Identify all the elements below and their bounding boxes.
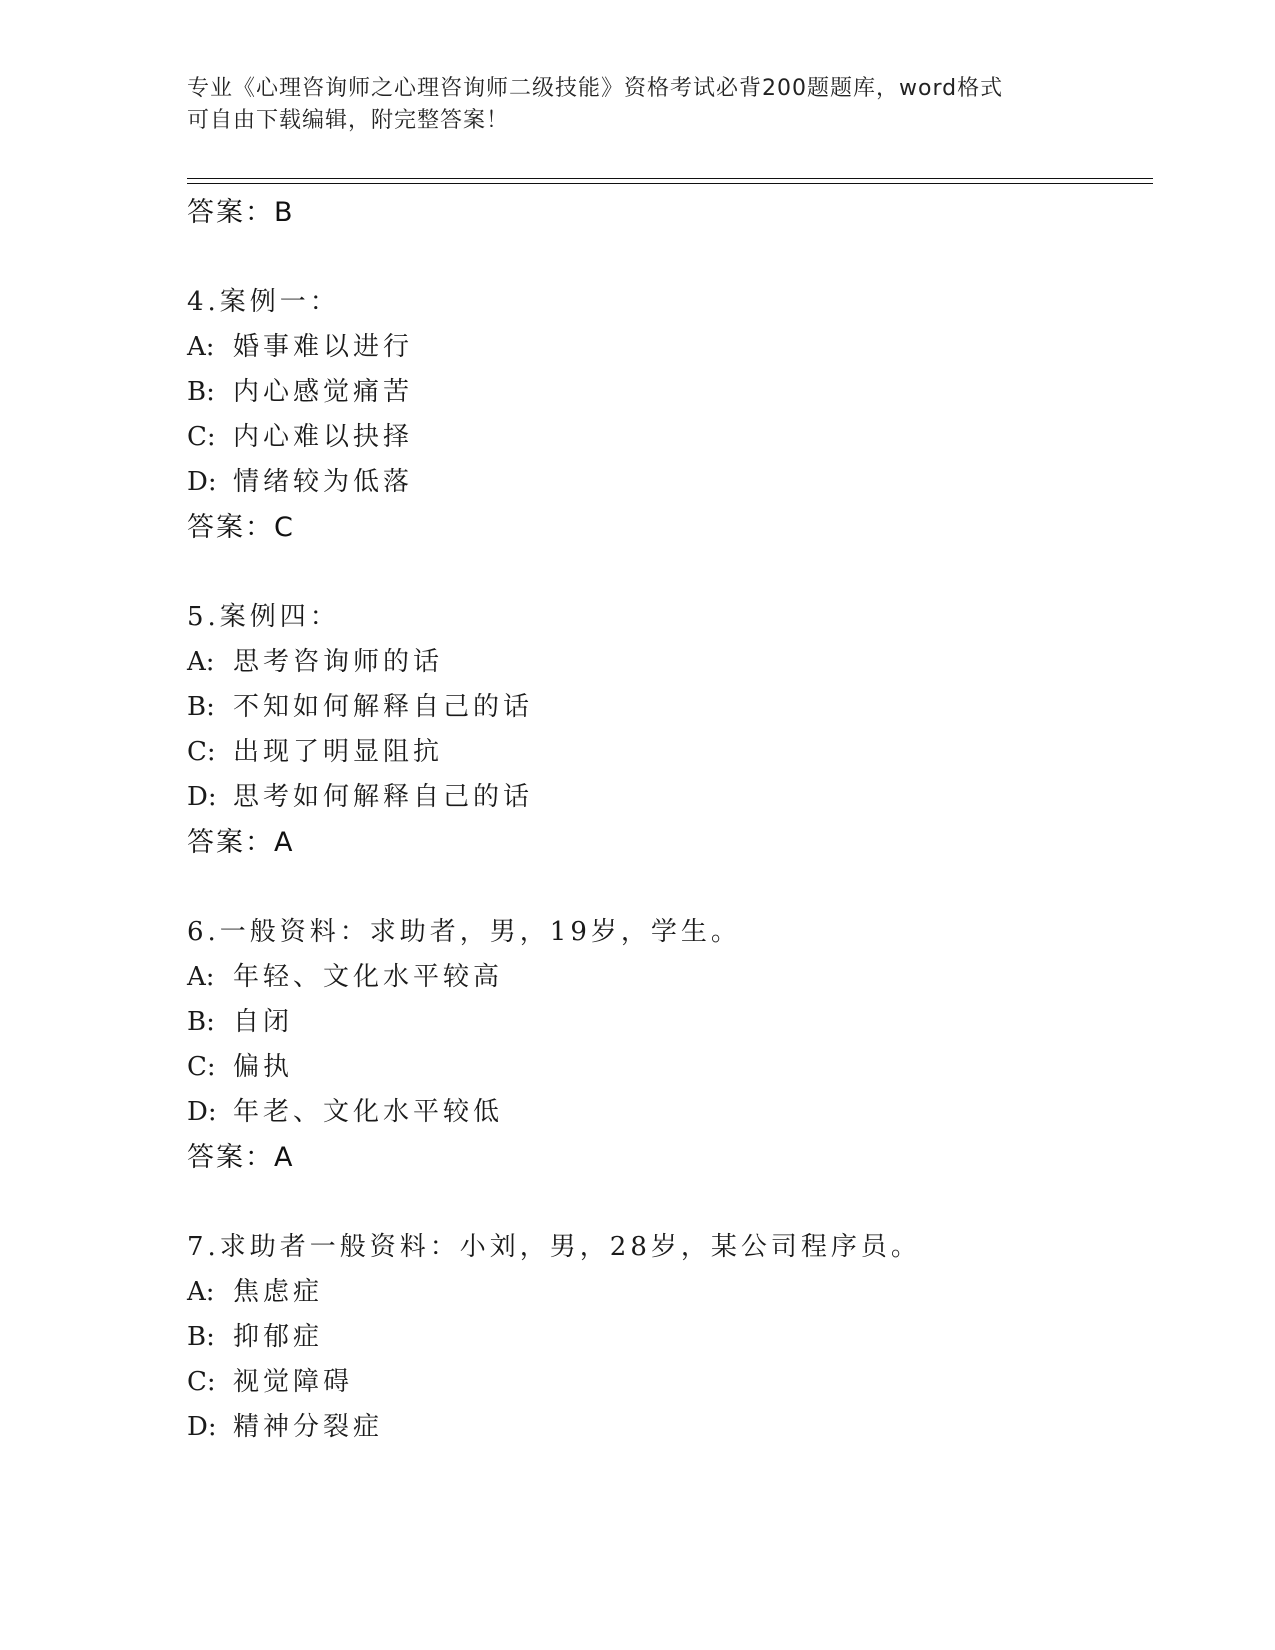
question-stem: 5.案例四： — [187, 602, 340, 632]
option-letter: A: — [187, 1277, 215, 1307]
document-header — [187, 73, 1077, 137]
header-divider-bottom — [187, 183, 1153, 184]
option-d — [187, 460, 1147, 505]
option-c — [187, 415, 1147, 460]
header-title-line-1: 专业《心理咨询师之心理咨询师二级技能》资格考试必背200题题库，word格式 — [187, 76, 1004, 101]
option-text: 不知如何解释自己的话 — [233, 692, 534, 722]
option-text: 自闭 — [233, 1007, 294, 1037]
question-stem: 7.求助者一般资料：小刘，男，28岁，某公司程序员。 — [187, 1232, 921, 1262]
question-6 — [187, 910, 1147, 1180]
option-text: 年老、文化水平较低 — [233, 1097, 504, 1127]
option-letter: B: — [187, 1007, 215, 1037]
option-d — [187, 775, 1147, 820]
option-text: 年轻、文化水平较高 — [233, 962, 504, 992]
option-letter: C: — [187, 1367, 216, 1397]
header-title-line-2: 可自由下载编辑，附完整答案！ — [187, 108, 510, 133]
question-stem: 4.案例一： — [187, 287, 340, 317]
option-b — [187, 1315, 1147, 1360]
option-letter: D: — [187, 1412, 217, 1442]
question-4 — [187, 280, 1147, 550]
option-b — [187, 685, 1147, 730]
option-letter: C: — [187, 422, 216, 452]
header-divider-top — [187, 178, 1153, 179]
option-letter: B: — [187, 692, 215, 722]
option-d — [187, 1090, 1147, 1135]
option-text: 婚事难以进行 — [233, 332, 414, 362]
option-b — [187, 370, 1147, 415]
option-a — [187, 1270, 1147, 1315]
option-letter: D: — [187, 1097, 217, 1127]
option-letter: A: — [187, 332, 215, 362]
option-letter: A: — [187, 647, 215, 677]
option-b — [187, 1000, 1147, 1045]
option-letter: C: — [187, 1052, 216, 1082]
question-5 — [187, 595, 1147, 865]
answer-line: 答案：C — [187, 512, 295, 543]
option-text: 抑郁症 — [233, 1322, 324, 1352]
option-letter: B: — [187, 377, 215, 407]
option-a — [187, 955, 1147, 1000]
answer-line: 答案：A — [187, 827, 295, 858]
option-d — [187, 1405, 1147, 1450]
option-text: 偏执 — [233, 1052, 294, 1082]
option-letter: D: — [187, 467, 217, 497]
option-text: 内心难以抉择 — [233, 422, 414, 452]
option-text: 思考咨询师的话 — [233, 647, 444, 677]
answer-line: 答案：B — [187, 197, 295, 228]
answer-line: 答案：A — [187, 1142, 295, 1173]
option-text: 精神分裂症 — [233, 1412, 384, 1442]
document-body — [187, 190, 1147, 1450]
option-c — [187, 730, 1147, 775]
option-letter: D: — [187, 782, 217, 812]
question-stem: 6.一般资料：求助者，男，19岁，学生。 — [187, 917, 741, 947]
option-c — [187, 1360, 1147, 1405]
option-letter: B: — [187, 1322, 215, 1352]
option-text: 焦虑症 — [233, 1277, 324, 1307]
option-text: 视觉障碍 — [233, 1367, 354, 1397]
option-text: 思考如何解释自己的话 — [233, 782, 534, 812]
option-text: 内心感觉痛苦 — [233, 377, 414, 407]
option-c — [187, 1045, 1147, 1090]
option-letter: A: — [187, 962, 215, 992]
option-text: 情绪较为低落 — [233, 467, 414, 497]
question-7 — [187, 1225, 1147, 1450]
option-text: 出现了明显阻抗 — [233, 737, 444, 767]
option-a — [187, 640, 1147, 685]
option-letter: C: — [187, 737, 216, 767]
option-a — [187, 325, 1147, 370]
